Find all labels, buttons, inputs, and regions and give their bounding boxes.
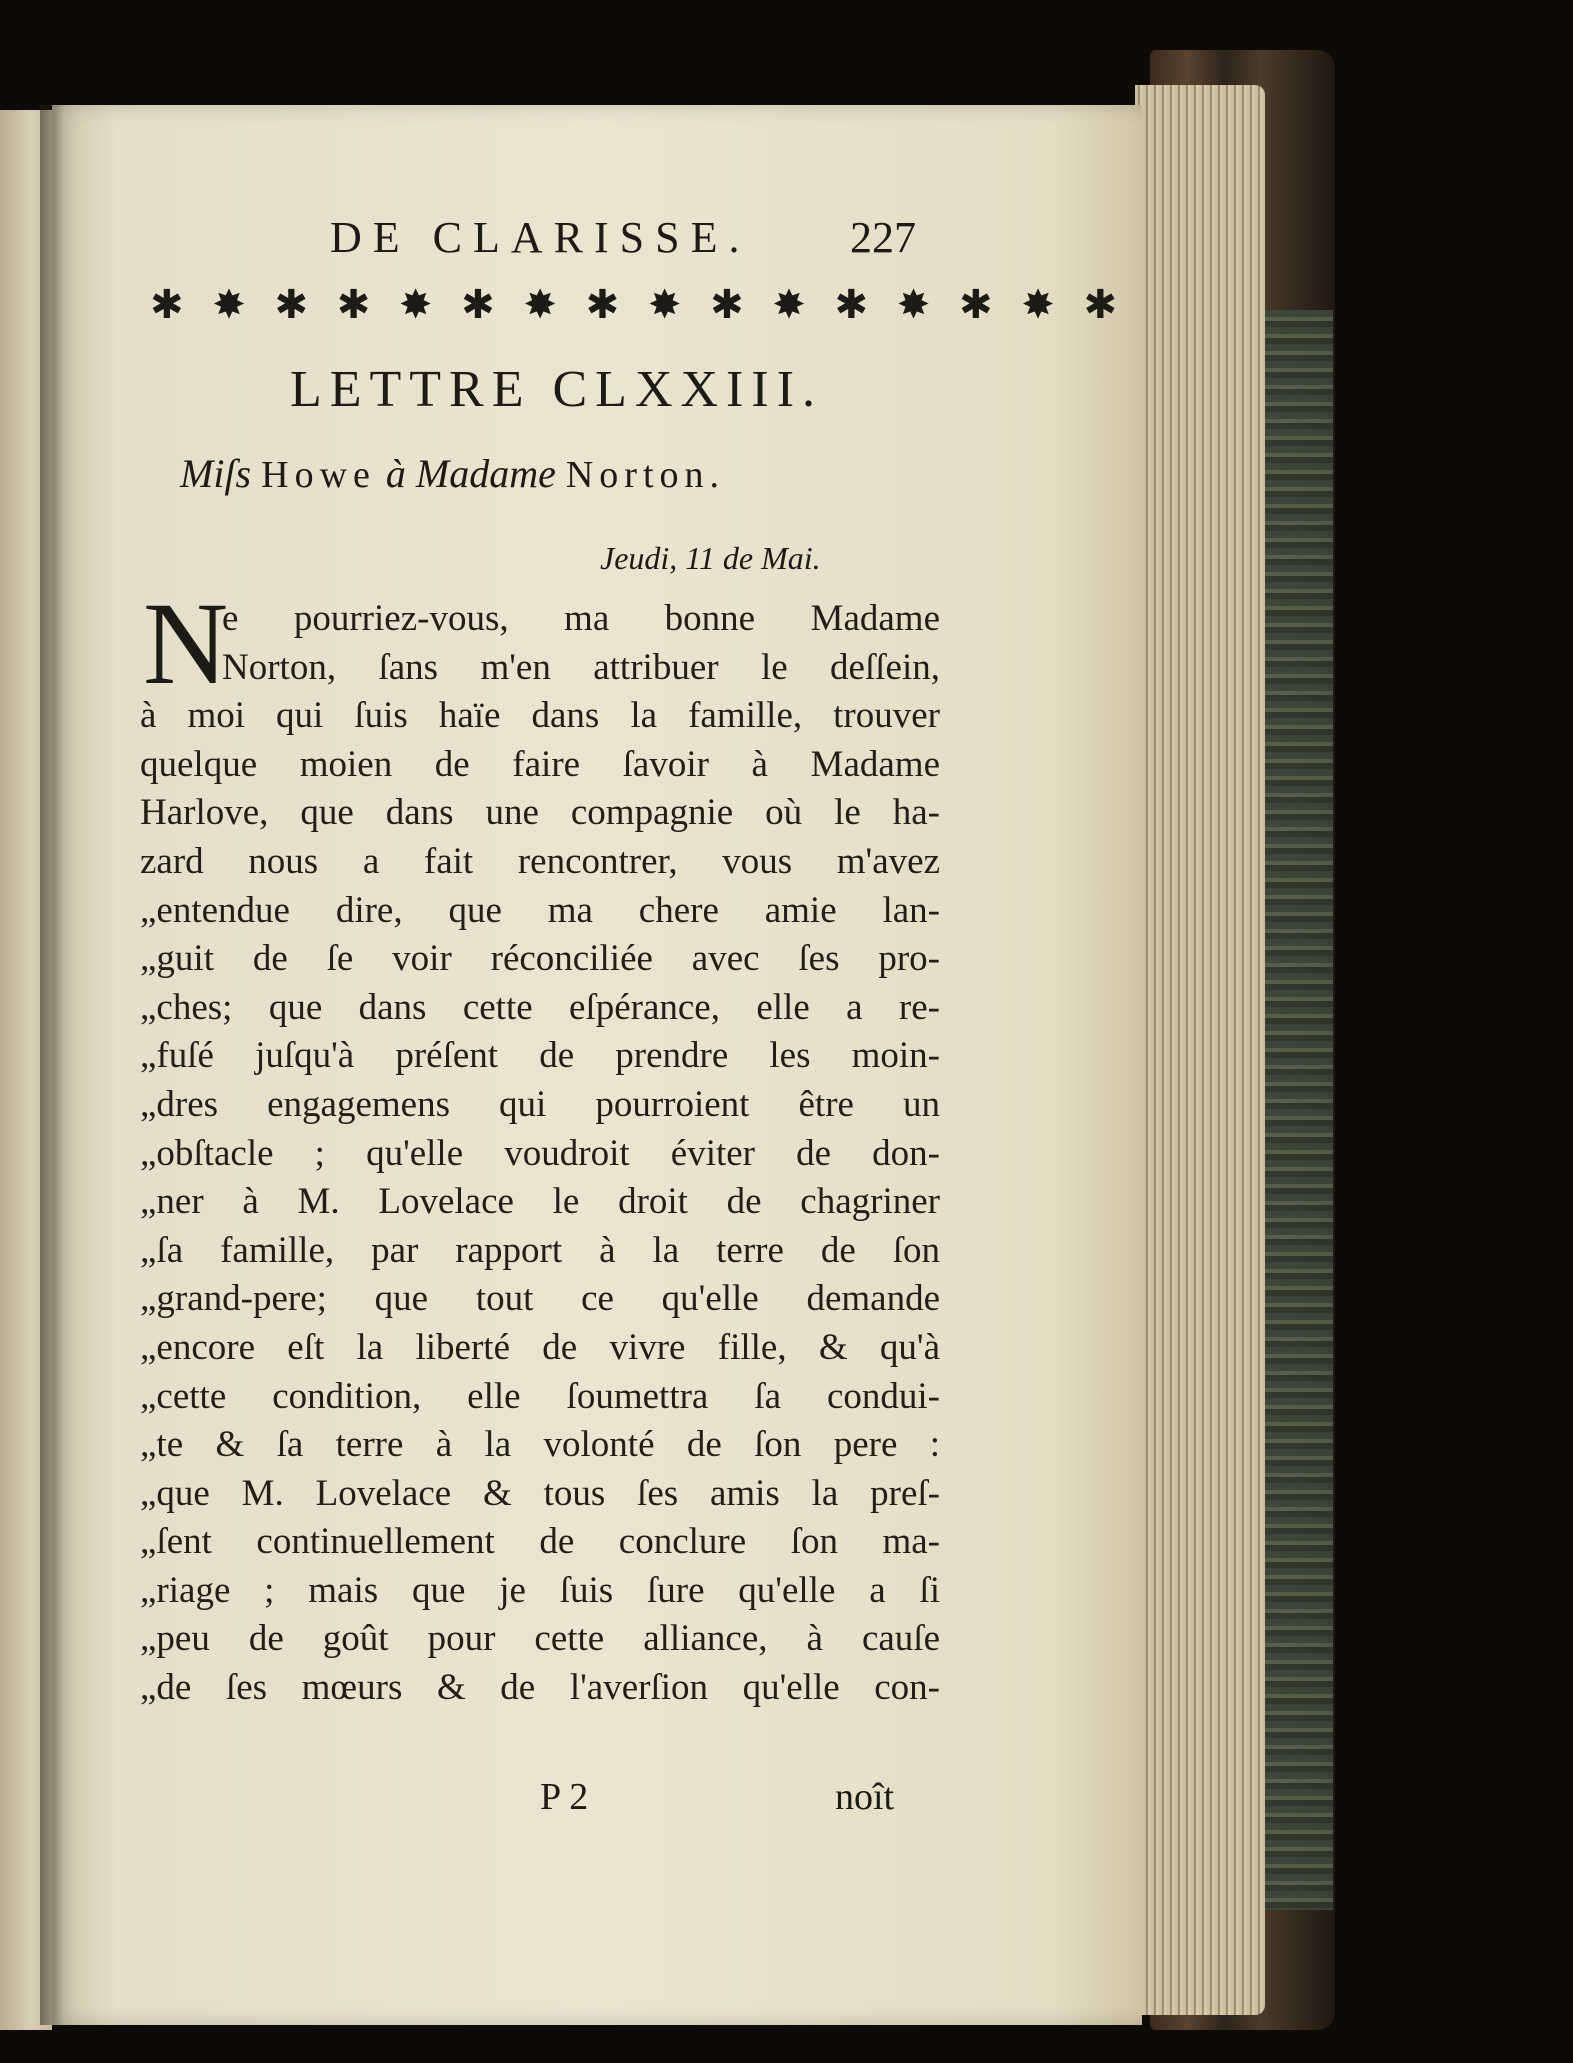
text-line: „dres engagemens qui pourroient être un: [140, 1083, 940, 1125]
text-line: „guit de ſe voir réconciliée avec ſes pro-: [140, 938, 940, 980]
text-line: e pourriez-vous, ma bonne Madame: [222, 598, 940, 639]
text-line: à moi qui ſuis haïe dans la famille, trouver: [140, 695, 940, 737]
running-head: DE CLARISSE.: [330, 213, 751, 262]
text-line: „que M. Lovelace & tous ſes amis la preſ-: [140, 1472, 940, 1514]
text-line: „cette condition, elle ſoumettra ſa condui-: [140, 1375, 940, 1417]
text-line: „obſtacle ; qu'elle voudroit éviter de don-: [140, 1132, 940, 1174]
letter-date: Jeudi, 11 de Mai.: [600, 540, 821, 576]
page-gutter: [40, 105, 64, 2025]
letter-number: LETTRE CLXXIII.: [290, 361, 824, 418]
heading-a-madame: à Madame: [385, 451, 556, 496]
text-line: Harlove, que dans une compagnie où le ha-: [140, 792, 940, 834]
text-line: „te & ſa terre à la volonté de ſon pere :: [140, 1424, 940, 1466]
drop-cap: N: [143, 578, 229, 709]
text-line: „encore eſt la liberté de vivre fille, & qu'à: [140, 1326, 940, 1368]
ornament-row: ✱ ✸ ✱ ✱ ✸ ✱ ✸ ✱ ✸ ✱ ✸ ✱ ✸ ✱ ✸ ✱: [150, 282, 1125, 328]
text-line: quelque moien de faire ſavoir à Madame: [140, 743, 940, 785]
text-line: „ches; que dans cette eſpérance, elle a re-: [140, 986, 940, 1028]
text-line: Norton, ſans m'en attribuer le deſſein,: [222, 646, 940, 688]
page-edges: [1135, 85, 1265, 2015]
text-line: „grand-pere; que tout ce qu'elle demande: [140, 1278, 940, 1320]
letter-body: [140, 595, 940, 1713]
page-number: 227: [850, 213, 916, 262]
text-line: „ſa famille, par rapport à la terre de ſon: [140, 1229, 940, 1271]
text-line: „ſent continuellement de conclure ſon ma-: [140, 1521, 940, 1563]
text-line: zard nous a fait rencontrer, vous m'avez: [140, 840, 940, 882]
text-line: „fuſé juſqu'à préſent de prendre les moin-: [140, 1035, 940, 1077]
letter-heading: [180, 450, 725, 497]
text-line: „de ſes mœurs & de l'averſion qu'elle con-: [140, 1667, 940, 1709]
heading-miss: Miſs: [180, 451, 252, 496]
text-line: „riage ; mais que je ſuis ſure qu'elle a ſi: [140, 1569, 940, 1611]
marbled-cover-edge: [1265, 310, 1333, 1910]
heading-howe: Howe: [261, 454, 376, 496]
signature-mark: P 2: [540, 1776, 589, 1818]
text-line: „peu de goût pour cette alliance, à cauſe: [140, 1618, 940, 1660]
heading-norton: Norton.: [565, 454, 726, 496]
text-line: „entendue dire, que ma chere amie lan-: [140, 889, 940, 931]
catchword: noît: [835, 1776, 895, 1818]
text-line: „ner à M. Lovelace le droit de chagriner: [140, 1181, 940, 1223]
